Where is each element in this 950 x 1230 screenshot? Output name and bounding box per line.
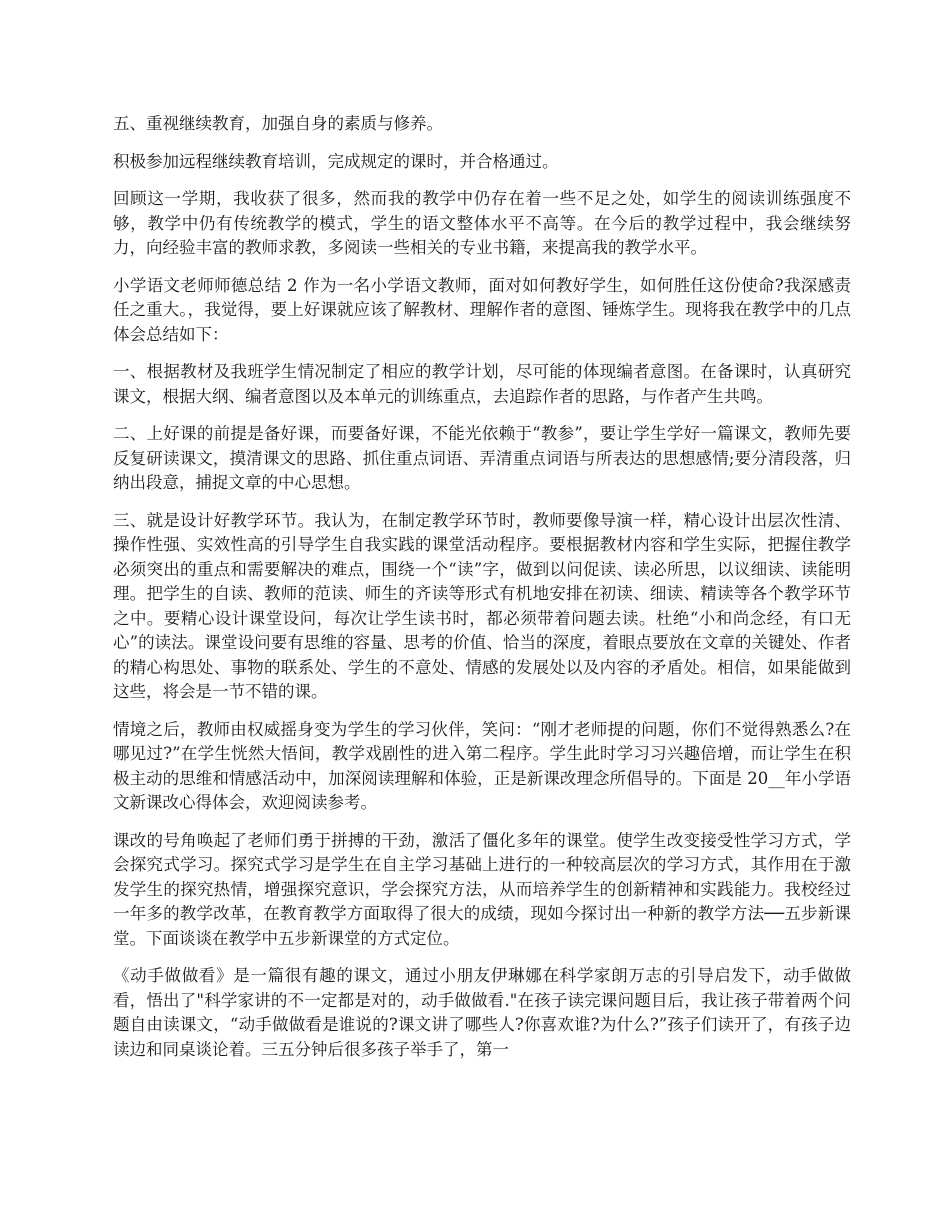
paragraph-point-one: 一、根据教材及我班学生情况制定了相应的教学计划，尽可能的体现编者意图。在备课时，认真研究课文，根据大纲、编者意图以及本单元的训练重点，去追踪作者的思路，与作者产生共鸣。 <box>113 362 851 406</box>
paragraph-point-three: 三、就是设计好教学环节。我认为，在制定教学环节时，教师要像导演一样，精心设计出层次性清、操作性强、实效性高的引导学生自我实践的课堂活动程序。要根据教材内容和学生实际，把握住教学必须突出的重点和需要解决的难点，围绕一个“读”字，做到以问促读、读必所思，以议细读、读能明理。把学生的自读、教师的范读、师生的齐读等形式有机地安排在初读、细读、精读等各个教学环节之中。要精心设计课堂设问，每次让学生读书时，都必须带着问题去读。杜绝“小和尚念经，有口无心”的读法。课堂设问要有思维的容量、思考的价值、恰当的深度，着眼点要放在文章的关键处、作者的精心构思处、事物的联系处、学生的不意处、情感的发展处以及内容的矛盾处。相信，如果能做到这些，将会是一节不错的课。 <box>113 510 851 701</box>
paragraph-curriculum-reform: 课改的号角唤起了老师们勇于拼搏的干劲，激活了僵化多年的课堂。使学生改变接受性学习方式，学会探究式学习。探究式学习是学生在自主学习基础上进行的一种较高层次的学习方式，其作用在于激发学生的探究热情，增强探究意识，学会探究方法，从而培养学生的创新精神和实践能力。我校经过一年多的教学改革，在教育教学方面取得了很大的成绩，现如今探讨出一种新的教学方法──五步新课堂。下面谈谈在教学中五步新课堂的方式定位。 <box>113 830 851 948</box>
paragraph-summary-intro: 小学语文老师师德总结 2 作为一名小学语文教师，面对如何教好学生，如何胜任这份使命?我深感责任之重大。，我觉得，要上好课就应该了解教材、理解作者的意图、锤炼学生。现将我在教学中的几点体会总结如下： <box>113 275 851 344</box>
paragraph-situation: 情境之后，教师由权威摇身变为学生的学习伙伴，笑问：“刚才老师提的问题，你们不觉得熟悉么?在哪见过?”在学生恍然大悟间，教学戏剧性的进入第二程序。学生此时学习习兴趣倍增，而让学生在积极主动的思维和情感活动中，加深阅读理解和体验，正是新课改理念所倡导的。下面是 20__年小学语文新课改心得体会，欢迎阅读参考。 <box>113 719 851 812</box>
paragraph-point-two: 二、上好课的前提是备好课，而要备好课，不能光依赖于“教参”，要让学生学好一篇课文，教师先要反复研读课文，摸清课文的思路、抓住重点词语、弄清重点词语与所表达的思想感情;要分清段落，归纳出段意，捕捉文章的中心思想。 <box>113 424 851 492</box>
paragraph-continuing-education-heading: 五、重视继续教育，加强自身的素质与修养。 <box>113 114 443 133</box>
paragraph-hands-on-lesson: 《动手做做看》是一篇很有趣的课文，通过小朋友伊琳娜在科学家朗万志的引导启发下，动手做做看，悟出了"科学家讲的不一定都是对的，动手做做看."在孩子读完课问题目后，我让孩子带着两个问题自由读课文，“动手做做看是谁说的?课文讲了哪些人?你喜欢谁?为什么?”孩子们读开了，有孩子边读边和同桌谈论着。三五分钟后很多孩子举手了，第一 <box>113 966 851 1059</box>
paragraph-semester-review: 回顾这一学期，我收获了很多，然而我的教学中仍存在着一些不足之处，如学生的阅读训练强度不够，教学中仍有传统教学的模式，学生的语文整体水平不高等。在今后的教学过程中，我会继续努力，向经验丰富的教师求教，多阅读一些相关的专业书籍，来提高我的教学水平。 <box>113 189 851 257</box>
document-page <box>113 112 851 1075</box>
paragraph-remote-training: 积极参加远程继续教育培训，完成规定的课时，并合格通过。 <box>113 151 559 171</box>
